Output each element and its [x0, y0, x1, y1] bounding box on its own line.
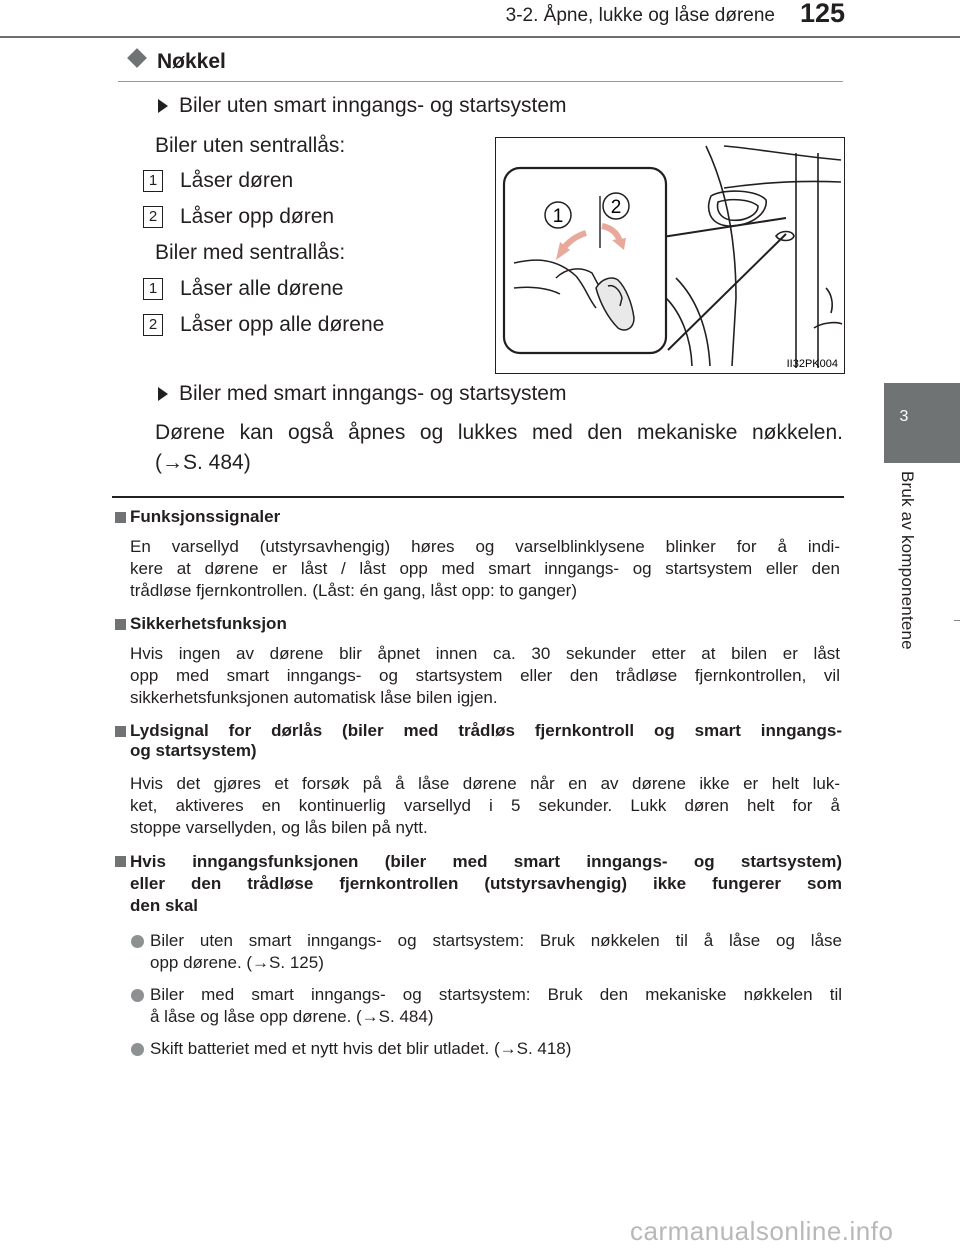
note-heading-line: den skal	[130, 896, 199, 915]
circle-bullet-icon	[131, 935, 144, 948]
list-item	[143, 314, 163, 336]
triangle-bullet-icon	[158, 387, 168, 401]
list-item-label: Låser døren	[180, 169, 294, 192]
mechanical-key-ref: (→S. 484)	[155, 451, 251, 474]
diamond-icon	[127, 48, 147, 68]
bullet-text	[150, 984, 842, 1028]
list-item-label: Låser opp alle dørene	[180, 313, 385, 336]
number-badge: 1	[143, 278, 163, 300]
figure-callout-1: 1	[552, 206, 564, 227]
square-bullet-icon	[115, 726, 126, 737]
car-door-drawing	[496, 138, 844, 373]
note-line: stoppe varsellyden, og lås bilen på nytt.	[130, 818, 428, 837]
square-bullet-icon	[115, 512, 126, 523]
triangle-bullet-icon	[158, 99, 168, 113]
key-door-illustration	[495, 137, 845, 374]
number-badge: 2	[143, 206, 163, 228]
note-heading	[130, 721, 842, 761]
bullet-text	[150, 1038, 842, 1060]
note-heading: Funksjonssignaler	[130, 507, 281, 526]
note-text	[130, 773, 840, 839]
note-heading	[130, 851, 842, 917]
note-heading-line: Lydsignal for dørlås (biler med trådløs fjernkontroll og smart inngangs-	[130, 721, 842, 740]
note-line: opp med smart inngangs- og startsystem eller den trådløse fjernkontrollen, vil	[130, 666, 840, 685]
bullet-line: Skift batteriet med et nytt hvis det blir utladet. (→S. 418)	[150, 1039, 572, 1058]
section-title: Nøkkel	[157, 50, 226, 73]
group-label-central-lock: Biler med sentrallås:	[155, 241, 346, 264]
watermark: carmanualsonline.info	[630, 1216, 894, 1246]
list-item	[143, 206, 163, 228]
note-line: En varsellyd (utstyrsavhengig) høres og varselblinklysene blinker for å indi-	[130, 537, 840, 556]
bullet-line: å låse og låse opp dørene. (→S. 484)	[150, 1007, 434, 1026]
figure-callout-2: 2	[610, 197, 622, 218]
square-bullet-icon	[115, 619, 126, 630]
square-bullet-icon	[115, 856, 126, 867]
list-item	[143, 278, 163, 300]
note-line: Hvis det gjøres et forsøk på å låse dørene når en av dørene ikke er helt luk-	[130, 774, 840, 793]
chapter-title: Bruk av komponentene	[898, 471, 917, 650]
chapter-number: 3	[899, 408, 909, 425]
note-line: trådløse fjernkontrollen. (Låst: én gang, låst opp: to ganger)	[130, 581, 577, 600]
number-badge: 1	[143, 170, 163, 192]
tab-tick-mark	[954, 620, 960, 621]
note-line: sikkerhetsfunksjonen automatisk låse bilen igjen.	[130, 688, 498, 707]
group-label-no-central-lock: Biler uten sentrallås:	[155, 134, 346, 157]
header-rule	[0, 36, 960, 38]
note-line: kere at dørene er låst / låst opp med smart inngangs- og startsystem eller den	[130, 559, 840, 578]
circle-bullet-icon	[131, 1043, 144, 1056]
note-line: ket, aktiveres en kontinuerlig varsellyd i 5 sekunder. Lukk døren helt for å	[130, 796, 840, 815]
circle-bullet-icon	[131, 989, 144, 1002]
note-text	[130, 536, 840, 602]
subsection-heading-1: Biler uten smart inngangs- og startsystem	[179, 94, 567, 117]
note-heading-line: eller den trådløse fjernkontrollen (utstyrsavhengig) ikke fungerer som	[130, 874, 842, 893]
section-rule	[118, 81, 843, 82]
list-item-label: Låser opp døren	[180, 205, 335, 228]
bullet-line: opp dørene. (→S. 125)	[150, 953, 324, 972]
bullet-line: Biler uten smart inngangs- og startsystem: Bruk nøkkelen til å låse og låse	[150, 931, 842, 950]
note-heading-line: og startsystem)	[130, 741, 257, 760]
bullet-line: Biler med smart inngangs- og startsystem: Bruk den mekaniske nøkkelen til	[150, 985, 842, 1004]
list-item-label: Låser alle dørene	[180, 277, 344, 300]
page-number: 125	[800, 0, 846, 28]
note-heading-line: Hvis inngangsfunksjonen (biler med smart inngangs- og startsystem)	[130, 852, 842, 871]
subsection-heading-2: Biler med smart inngangs- og startsystem	[179, 382, 567, 405]
note-line: Hvis ingen av dørene blir åpnet innen ca. 30 sekunder etter at bilen er låst	[130, 644, 840, 663]
note-text	[130, 643, 840, 709]
notes-rule	[112, 496, 844, 498]
running-header-title: 3-2. Åpne, lukke og låse dørene	[505, 5, 775, 26]
list-item	[143, 170, 163, 192]
number-badge: 2	[143, 314, 163, 336]
bullet-text	[150, 930, 842, 974]
mechanical-key-text: Dørene kan også åpnes og lukkes med den mekaniske nøkkelen.	[155, 421, 843, 444]
note-heading: Sikkerhetsfunksjon	[130, 614, 287, 633]
figure-code: II32PK004	[786, 358, 838, 370]
